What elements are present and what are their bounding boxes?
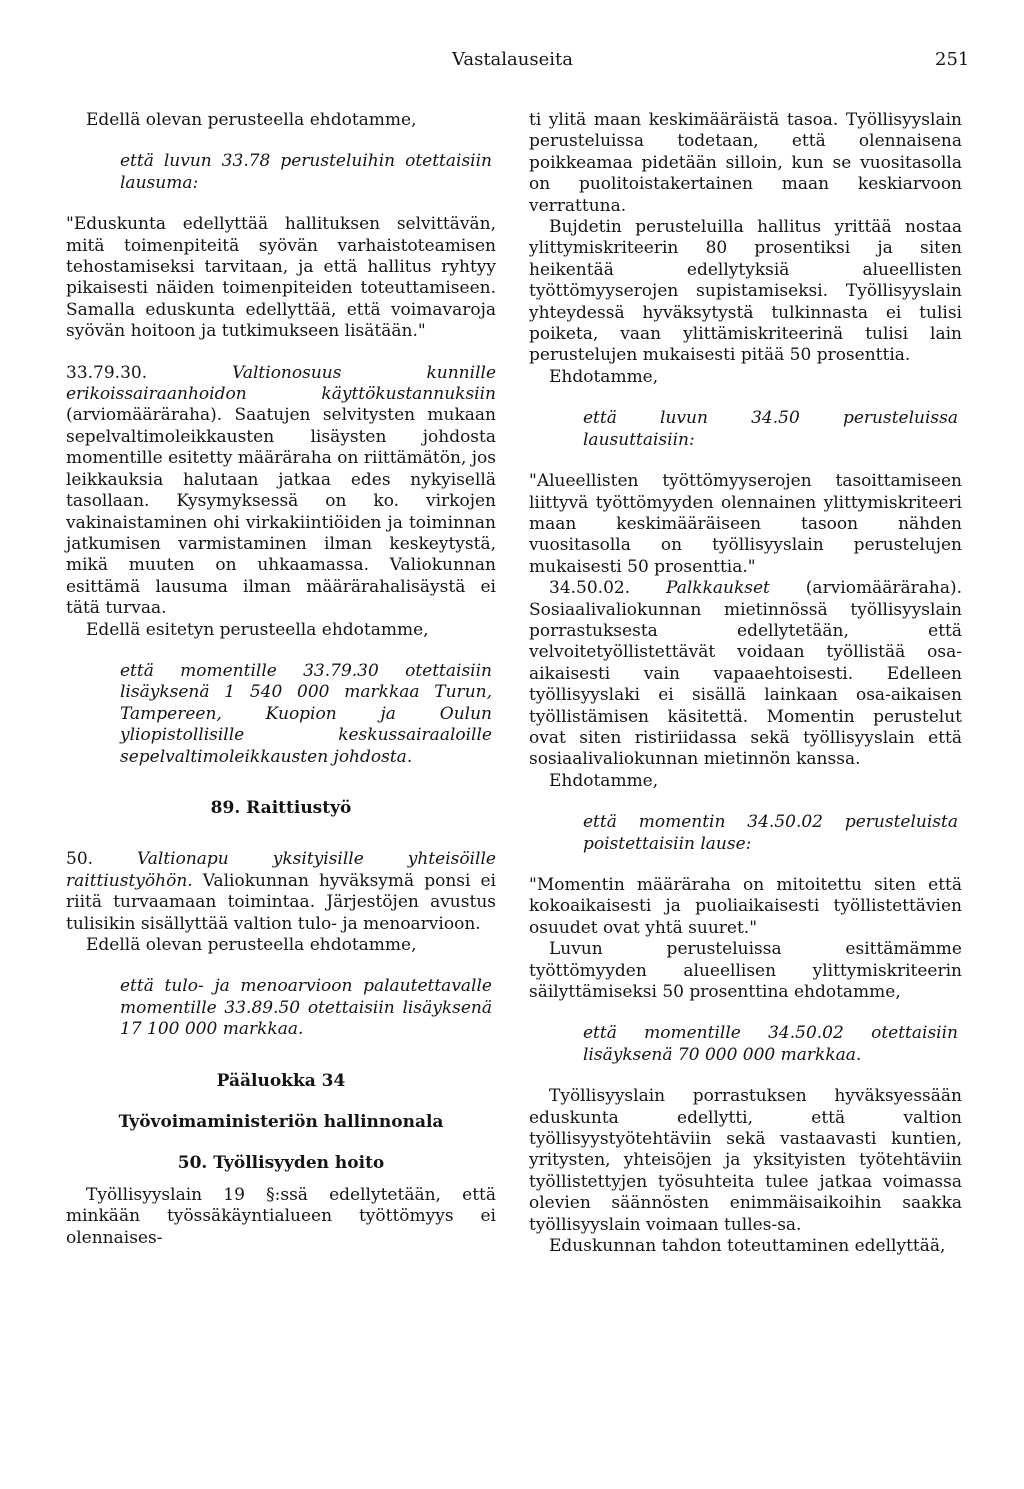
paragraph: Edellä esitetyn perusteella ehdotamme, <box>86 619 429 640</box>
right-column <box>529 110 962 1258</box>
running-head: Vastalauseita <box>452 49 573 70</box>
item-number: 50. <box>66 849 94 870</box>
paragraph: Ehdotamme, <box>549 770 659 791</box>
item-title: Valtionapu yksityisille yhteisöille raittiustyöhön. <box>66 849 496 891</box>
quoted-statement: "Alueellisten työttömyyserojen tasoittamiseen liittyvä työttömyyden olennainen ylittymiskriteeri maan keskimääräiseen tasoon nähden vuositasolla on työllisyyslain perustelujen mukaisesti 50 prosenttia." <box>529 471 962 577</box>
main-title-heading: Pääluokka 34 <box>216 1070 346 1091</box>
item-text: Valiokunnan hyväksymä ponsi ei riitä turvaamaan toimintaa. Järjestöjen avustus tulisikin sisällyttää valtion tulo- ja menoarvioon. <box>66 870 496 934</box>
paragraph: Eduskunnan tahdon toteuttaminen edellyttää, <box>549 1236 946 1257</box>
motion-text: että luvun 33.78 perusteluihin otettaisiin lausuma: <box>120 151 492 193</box>
motion-text: että tulo- ja menoarvioon palautettavalle momentille 33.89.50 otettaisiin lisäyksenä 17 100 000 markkaa. <box>120 976 492 1040</box>
item-number: 34.50.02. <box>549 578 631 599</box>
item-text: (arviomääräraha). Sosiaalivaliokunnan mietinnössä työllisyyslain porrastuksesta edellytetään, että velvoitetyöllistettävät voidaan työllistää osa-aikaisesti vain vapaaehtoisesti. Edelleen työllisyyslaki ei sisällä lainkaan osa-aikaisen työllistämisen käsitettä. Momentin perustelut ovat siten ristiriidassa sekä työllisyyslain että sosiaalivaliokunnan mietinnön kanssa. <box>529 578 963 770</box>
item-title: Valtionosuus kunnille erikoissairaanhoidon käyttökustannuksiin <box>66 362 497 405</box>
page-number: 251 <box>935 49 970 70</box>
paragraph: Työllisyyslain porrastuksen hyväksyessään eduskunta edellytti, että valtion työllisyystyötehtäviin sekä vastaavasti kuntien, yritysten, yhteisöjen ja yksityisten työtehtäviin työllistettyjen työsuhteita tulee jatkaa voimassa olevien säännösten enimmäisaikoihin saakka työllisyyslain voimaan tulles-sa. <box>529 1086 962 1235</box>
budget-item-paragraph <box>66 363 496 620</box>
paragraph: Luvun perusteluissa esittämämme työttömyyden alueellisen ylittymiskriteerin säilyttämiseksi 50 prosenttina ehdotamme, <box>529 939 962 1003</box>
paragraph: ti ylitä maan keskimääräistä tasoa. Työllisyyslain perusteluissa todetaan, että olennaisena poikkeamaa pidetään silloin, kun se vuositasolla on puolitoistakertainen maan keskiarvoon verrattuna. <box>529 110 962 216</box>
item-number: 33.79.30. <box>66 362 148 383</box>
ministry-heading: Työvoimaministeriön hallinnonala <box>118 1112 444 1133</box>
paragraph: Työllisyyslain 19 §:ssä edellytetään, että minkään työssäkäyntialueen työttömyys ei olennaises- <box>66 1184 496 1248</box>
item-title: Palkkaukset <box>666 578 770 599</box>
quoted-statement: "Eduskunta edellyttää hallituksen selvittävän, mitä toimenpiteitä syövän varhaistoteamisen tehostamiseksi tarvitaan, ja että hallitus ryhtyy pikaisesti näiden toimenpiteiden toteuttamiseen. Samalla eduskunta edellyttää, että voimavaroja syövän hoitoon ja tutkimukseen lisätään." <box>66 214 496 342</box>
paragraph: Edellä olevan perusteella ehdotamme, <box>86 110 417 130</box>
item-text: (arviomääräraha). Saatujen selvitysten mukaan sepelvaltimoleikkausten lisäysten johdosta momentille esitetty määräraha on riittämätön, jos leikkauksia halutaan jatkaa edes nykyisellä tasollaan. Kysymyksessä on ko. virkojen vakinaistaminen ohi virkakiintiöiden ja toiminnan jatkumisen varmistaminen ilman keskeytystä, mikä muuten on uhkaamassa. Valiokunnan esittämä lausuma ilman määrärahalisäystä ei tätä turvaa. <box>66 405 496 619</box>
quoted-statement: "Momentin määräraha on mitoitettu siten että kokoaikaisesti ja puoliaikaisesti työllistettävien osuudet ovat yhtä suuret." <box>529 875 962 938</box>
budget-item-paragraph <box>66 849 496 935</box>
chapter-heading: 50. Työllisyyden hoito <box>177 1153 385 1174</box>
motion-text: että momentin 34.50.02 perusteluista poistettaisiin lause: <box>583 812 958 854</box>
paragraph: Bujdetin perusteluilla hallitus yrittää nostaa ylittymiskriteerin 80 prosentiksi ja siten heikentää edellytyksiä alueellisten työttömyyserojen supistamiseksi. Työllisyyslain yhteydessä hyväksytystä tulkinnasta ei tulisi poiketa, vaan ylittämiskriteerinä tulisi lain perustelujen mukaisesti pitää 50 prosenttia. <box>529 217 962 366</box>
motion-text: että momentille 34.50.02 otettaisiin lisäyksenä 70 000 000 markkaa. <box>583 1023 958 1065</box>
paragraph: Edellä olevan perusteella ehdotamme, <box>86 935 417 955</box>
paragraph: Ehdotamme, <box>549 366 659 387</box>
budget-item-paragraph <box>529 578 962 771</box>
motion-text: että luvun 34.50 perusteluissa lausuttaisiin: <box>583 408 958 450</box>
motion-text: että momentille 33.79.30 otettaisiin lisäyksenä 1 540 000 markkaa Turun, Tampereen, Kuopion ja Oulun yliopistollisille keskussairaaloille sepelvaltimoleikkausten johdosta. <box>120 660 492 767</box>
section-heading: 89. Raittiustyö <box>210 797 352 818</box>
left-column <box>66 110 496 1249</box>
